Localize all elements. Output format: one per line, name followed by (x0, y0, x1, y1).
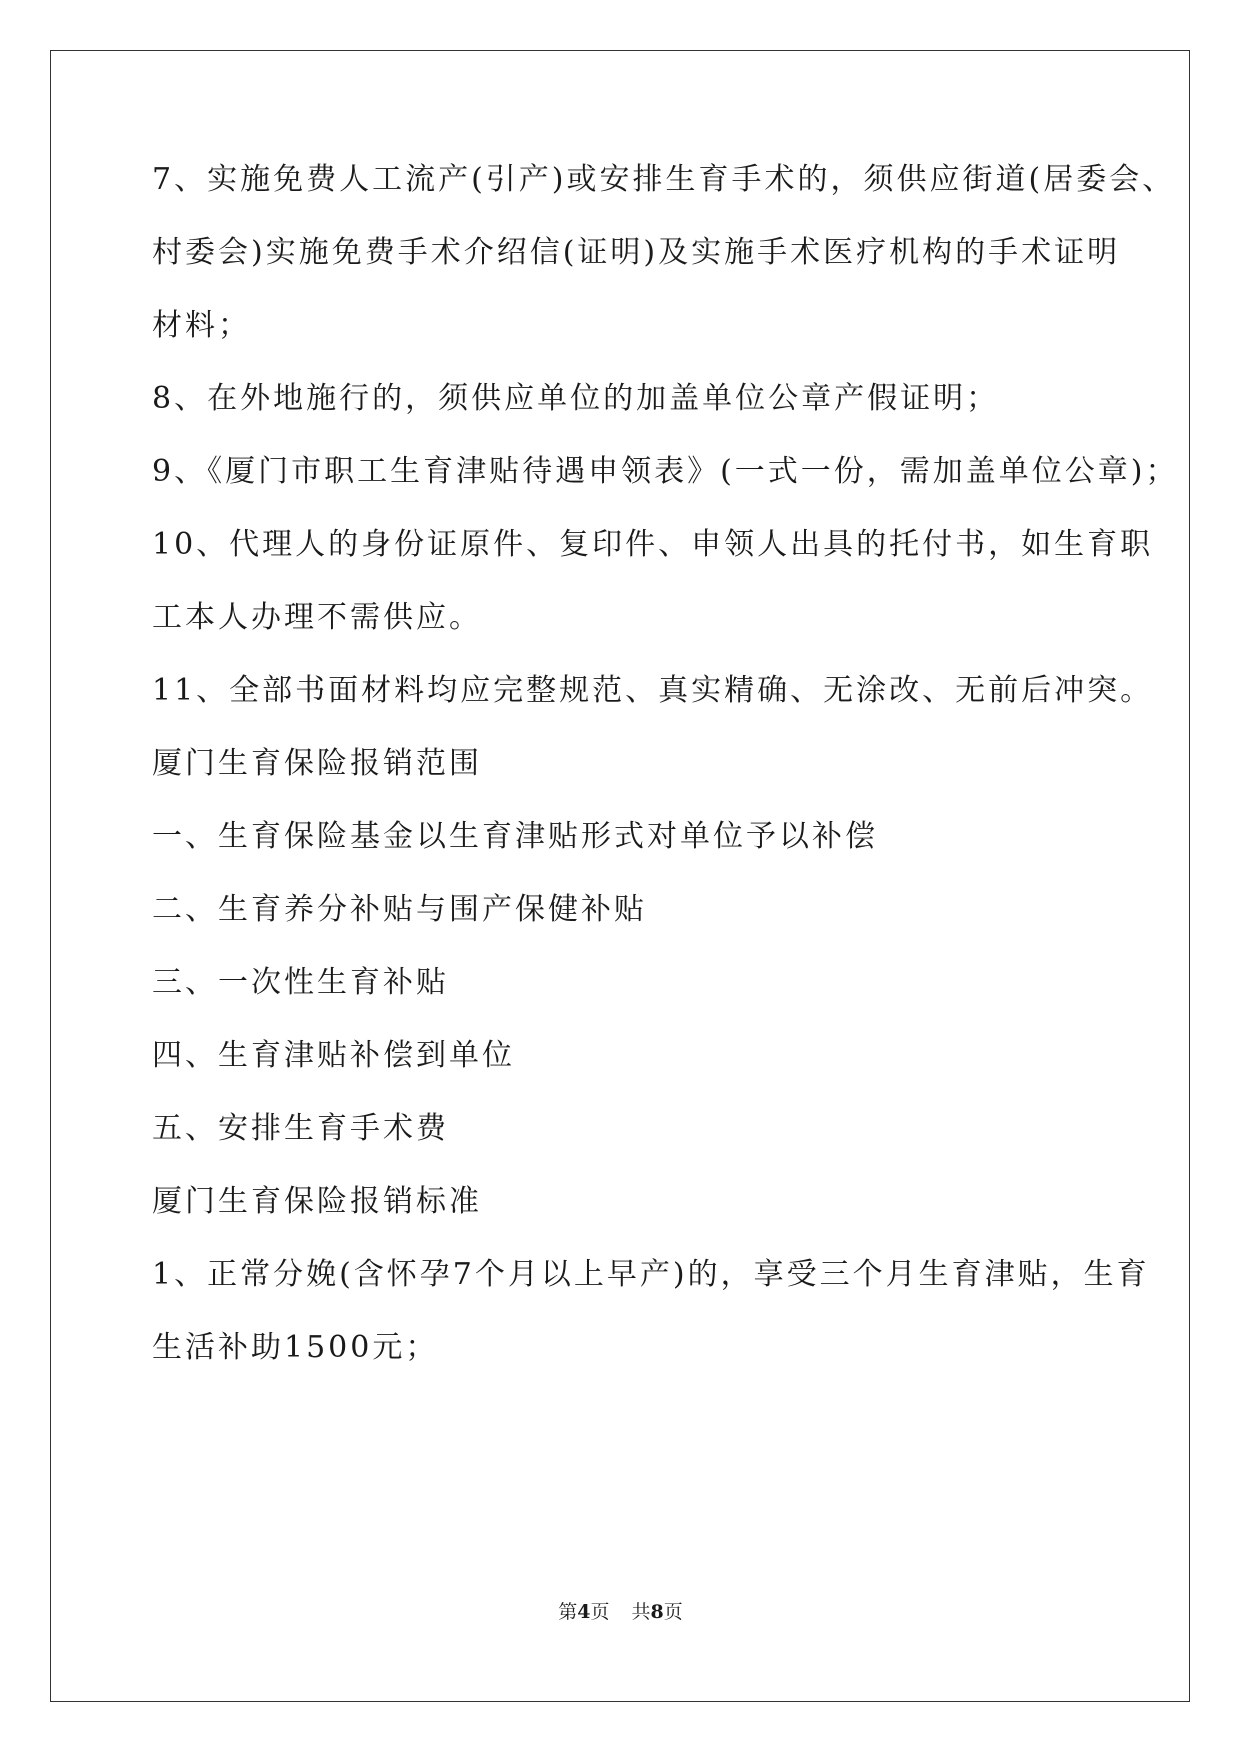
text-line: 生活补助1500元； (152, 1330, 439, 1365)
text-line: 8、在外地施行的，须供应单位的加盖单位公章产假证明； (152, 381, 1000, 416)
page-number: 4 (577, 1601, 591, 1623)
text-line: 三、一次性生育补贴 (152, 965, 449, 1000)
text-line: 1、正常分娩(含怀孕7个月以上早产)的，享受三个月生育津贴，生育 (152, 1257, 1150, 1292)
page-prefix: 第 (558, 1601, 578, 1623)
total-pages: 8 (650, 1601, 664, 1623)
section-heading: 厦门生育保险报销范围 (152, 746, 482, 781)
section-heading: 厦门生育保险报销标准 (152, 1184, 482, 1219)
text-line: 材料； (152, 308, 251, 343)
page-suffix: 页 (590, 1601, 610, 1623)
total-prefix: 共 (631, 1601, 651, 1623)
total-suffix: 页 (663, 1601, 683, 1623)
text-line: 7、实施免费人工流产(引产)或安排生育手术的，须供应街道(居委会、 (152, 162, 1176, 197)
text-line: 一、生育保险基金以生育津贴形式对单位予以补偿 (152, 819, 878, 854)
text-line: 11、全部书面材料均应完整规范、真实精确、无涂改、无前后冲突。 (152, 673, 1154, 708)
text-line: 9、《厦门市职工生育津贴待遇申领表》(一式一份，需加盖单位公章)； (152, 454, 1179, 489)
page-footer (0, 1600, 1241, 1624)
text-line: 工本人办理不需供应。 (152, 600, 482, 635)
text-line: 四、生育津贴补偿到单位 (152, 1038, 515, 1073)
text-line: 二、生育养分补贴与围产保健补贴 (152, 892, 647, 927)
text-line: 村委会)实施免费手术介绍信(证明)及实施手术医疗机构的手术证明 (152, 235, 1121, 270)
text-line: 10、代理人的身份证原件、复印件、申领人出具的托付书，如生育职 (152, 527, 1154, 562)
page-border (50, 50, 1190, 1702)
text-line: 五、安排生育手术费 (152, 1111, 449, 1146)
